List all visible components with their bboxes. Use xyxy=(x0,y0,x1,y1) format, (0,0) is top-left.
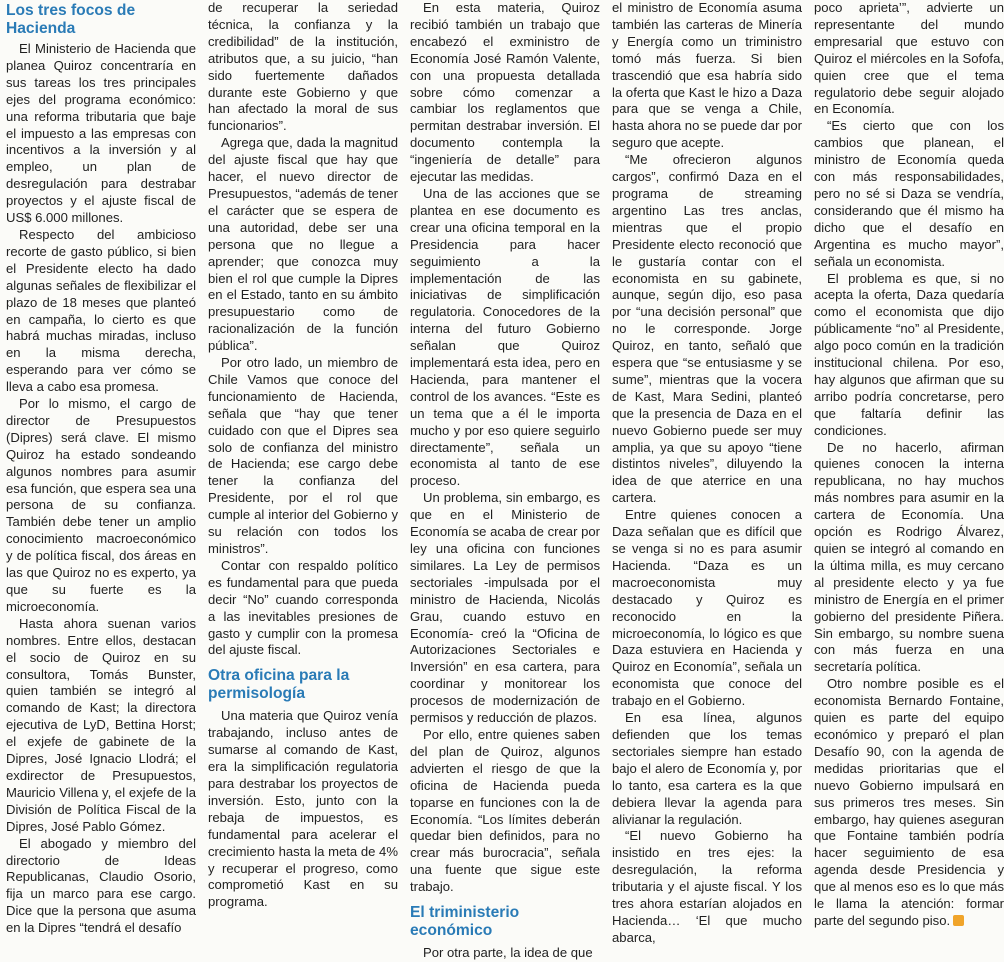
paragraph: “Me ofrecieron algunos cargos”, confirmó Daza en el programa de streaming argentino Las tres anclas, mientras que el propio Presidente electo reconoció que le gustaría contar con el economista en su gabinete, aunque, según dijo, eso pasa por “una decisión personal” que no le corresponde. Jorge Quiroz, en tanto, señaló que espera que “se entusiasme y se sume”, mientras que la vocera de Kast, Mara Sedini, planteó que la presencia de Daza en el nuevo Gobierno puede ser muy amplia, ya que su apoyo “tiene distintos niveles”, diluyendo la idea de que aterrice en una cartera. xyxy=(612,152,802,506)
column-5 xyxy=(814,0,1004,928)
paragraph: Contar con respaldo político es fundamental para que pueda decir “No” cuando corresponda a las inevitables presiones de gasto y cumplir con la promesa del ajuste fiscal. xyxy=(208,557,398,658)
paragraph: El abogado y miembro del directorio de Ideas Republicanas, Claudio Osorio, fija un marco para ese cargo. Dice que la persona que asuma en la Dipres “tendrá el desafío xyxy=(6,835,196,936)
section-title: Los tres focos de Hacienda xyxy=(6,2,136,37)
column-4 xyxy=(612,0,803,945)
column-3 xyxy=(410,0,600,961)
column-2 xyxy=(208,0,398,910)
paragraph: Entre quienes conocen a Daza señalan que es difícil que se venga si no es para asumir Hacienda. “Daza es un macroeconomista muy destacado y Quiroz es reconocido en la microeconomía, lo lógico es que Daza estuviera en Hacienda y Quiroz en Economía”, señala un economista que conoce del trabajo en el Gobierno. xyxy=(612,507,802,709)
subheading: El triministerio económico xyxy=(410,904,520,940)
paragraph: “Es cierto que con los cambios que planean, el ministro de Economía queda con más responsabilidades, pero no sé si Daza se vendría, considerando que él mismo ha dicho que el desafío en Argentina es mucho mayor”, señala un economista. xyxy=(814,118,1004,269)
column-1 xyxy=(6,0,197,936)
subheading: Otra oficina para la permisología xyxy=(208,667,350,703)
paragraph: Por otro lado, un miembro de Chile Vamos que conoce del funcionamiento de Hacienda, señala que “hay que tener cuidado con que el Dipres sea solo de confianza del ministro de Hacienda; ese cargo debe tener la confianza del Presidente, por el rol que cumple al interior del Gobierno y su relación con todos los ministros”. xyxy=(208,355,398,556)
paragraph: el ministro de Economía asuma también las carteras de Minería y Energía como un triministro tomó más fuerza. Si bien trascendió que esa habría sido la oferta que Kast le hizo a Daza para que se venga a Chile, hasta ahora no se puede dar por seguro que acepte. xyxy=(612,0,803,151)
paragraph: Hasta ahora suenan varios nombres. Entre ellos, destacan el socio de Quiroz en su consultora, Tomás Bunster, quien también se integró al comando de Kast; la directora ejecutiva de LyD, Bettina Horst; el exjefe de gabinete de la Dipres, José Ignacio Llodrá; el exdirector de Presupuestos, Mauricio Villena y, el exjefe de la División de Política Fiscal de la Dipres, José Pablo Gómez. xyxy=(6,615,196,834)
paragraph: Un problema, sin embargo, es que en el Ministerio de Economía se acaba de crear por ley una oficina con funciones similares. La Ley de permisos sectoriales -impulsada por el ministro de Hacienda, Nicolás Grau, cuando estuvo en Economía- creó la “Oficina de Autorizaciones Sectoriales e Inversión” en esa cartera, para coordinar y monitorear los procesos de modernización de permisos y reducción de plazos. xyxy=(410,490,600,726)
paragraph: Respecto del ambicioso recorte de gasto público, si bien el Presidente electo ha dado algunas señales de flexibilizar el plazo de 18 meses que planteó en campaña, lo cierto es que habrá muchas miradas, incluso en la misma derecha, esperando para ver cómo se lleva a cabo esa promesa. xyxy=(6,226,196,395)
paragraph: El problema es que, si no acepta la oferta, Daza quedaría como el economista que dijo públicamente “no” al Presidente, algo poco común en la tradición institucional chilena. Por eso, hay algunos que afirman que su arribo podría concretarse, pero que faltaría definir las condiciones. xyxy=(814,270,1004,438)
paragraph: Una de las acciones que se plantea en ese documento es crear una oficina temporal en la Presidencia para hacer seguimiento a la implementación de las iniciativas de simplificación regulatoria. Conocedores de la interna del futuro Gobierno señalan que Quiroz implementará esta idea, pero en Hacienda, para mantener el control de los avances. “Este es un tema que a él le importa mucho y por eso quiere seguirlo directamente”, señala un economista al tanto de ese proceso. xyxy=(410,185,600,489)
paragraph: Por ello, entre quienes saben del plan de Quiroz, algunos advierten el riesgo de que la oficina de Hacienda pueda toparse en funciones con la de Economía. “Los límites deberán quedar bien definidos, para no crear más burocracia”, señala una fuente que sigue este trabajo. xyxy=(410,726,600,895)
paragraph: En esta materia, Quiroz recibió también un trabajo que encabezó el exministro de Economía José Ramón Valente, con una propuesta detallada sobre cómo comenzar a cambiar los reglamentos que permitan destrabar inversión. El documento contempla la “ingeniería de detalle” para ejecutar las medidas. xyxy=(410,0,600,185)
paragraph: Por otra parte, la idea de que xyxy=(423,945,593,961)
end-of-article-icon xyxy=(953,915,964,926)
paragraph: Por lo mismo, el cargo de director de Presupuestos (Dipres) será clave. El mismo Quiroz ha estado sondeando algunos nombres para asumir esa función, que espera sea una persona de su confianza. También debe tener un amplio conocimiento macroeconómico y de política fiscal, dos áreas en las que Quiroz no es experto, ya que su fuerte es la microeconomía. xyxy=(6,396,197,614)
paragraph: Una materia que Quiroz venía trabajando, incluso antes de sumarse al comando de Kast, era la simplificación regulatoria para destrabar los proyectos de inversión. Esto, junto con la rebaja de impuestos, es fundamental para acelerar el crecimiento hasta la meta de 4% y recuperar el progreso, como comprometió Kast en su programa. xyxy=(208,708,398,910)
paragraph xyxy=(814,676,1004,930)
paragraph: “El nuevo Gobierno ha insistido en tres ejes: la desregulación, la reforma tributaria y el ajuste fiscal. Y los tres ahora estarían alojados en Hacienda… ‘El que mucho abarca, xyxy=(612,828,802,945)
paragraph: El Ministerio de Hacienda que planea Quiroz concentraría en sus tareas los tres principales ejes del programa económico: una reforma tributaria que baje el impuesto a las empresas con incentivos a la inversión y al empleo, un plan de desregulación para destrabar proyectos y el ajuste fiscal de US$ 6.000 millones. xyxy=(6,41,196,226)
paragraph: poco aprieta’”, advierte un representante del mundo empresarial que estuvo con Quiroz el miércoles en la Sofofa, quien cree que el tema regulatorio debe seguir alojado en Economía. xyxy=(814,0,1004,117)
paragraph-text: Otro nombre posible es el economista Bernardo Fontaine, quien es parte del equipo económico y preparó el plan Desafío 90, con la agenda de medidas prioritarias que el nuevo Gobierno impulsará en sus primeros tres meses. Sin embargo, hay quienes aseguran que Fontaine también podría hacer seguimiento de esa agenda desde Presidencia y que al menos eso es lo que más le llama la atención: formar parte del segundo piso. xyxy=(814,676,1004,928)
paragraph: Agrega que, dada la magnitud del ajuste fiscal que hay que hacer, el nuevo director de Presupuestos, “además de tener el carácter que se espera de una autoridad, debe ser una persona que no llegue a aprender; que conozca muy bien el rol que cumple la Dipres en el Estado, tanto en su ámbito presupuestario como de racionalización de la función pública”. xyxy=(208,135,398,354)
paragraph: De no hacerlo, afirman quienes conocen la interna republicana, no hay muchos más nombres para asumir en la cartera de Economía. Una opción es Rodrigo Álvarez, quien se integró al comando en la última milla, es muy cercano al presidente electo y ya fue ministro de Energía en el primer gobierno del presidente Piñera. Sin embargo, su nombre suena con más fuerza en una secretaría política. xyxy=(814,439,1004,675)
paragraph: de recuperar la seriedad técnica, la confianza y la credibilidad” de la institución, atributos que, a su juicio, “han sido fuertemente dañados durante este Gobierno y que han afectado la moral de sus funcionarios”. xyxy=(208,0,398,134)
paragraph: En esa línea, algunos defienden que los temas sectoriales siempre han estado bajo el alero de Economía y, por lo tanto, esa cartera es la que debiera llevar la agenda para alivianar la regulación. xyxy=(612,710,802,827)
